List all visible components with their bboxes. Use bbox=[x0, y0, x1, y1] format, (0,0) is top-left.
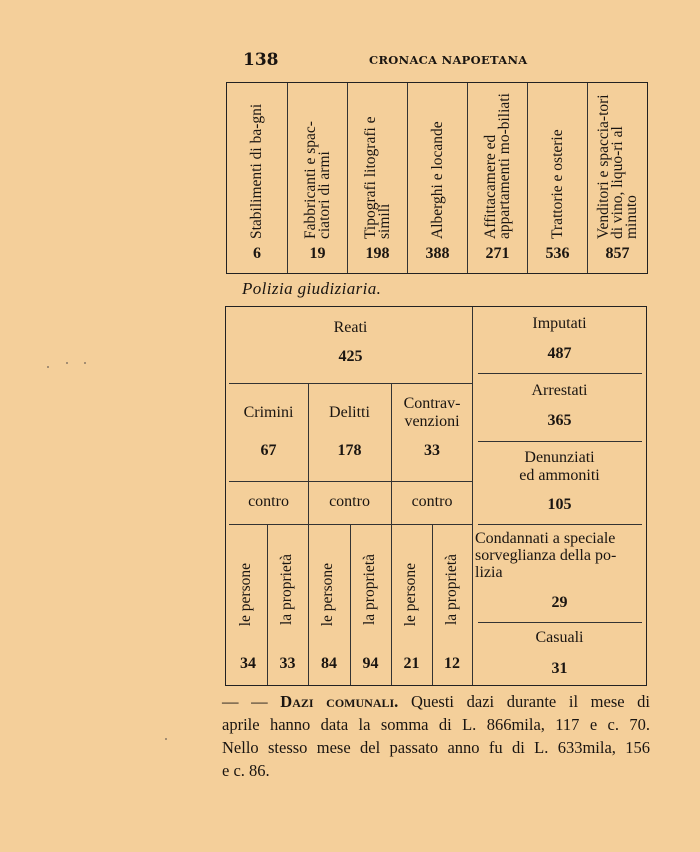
target-value: 21 bbox=[403, 655, 420, 672]
target-value: 84 bbox=[321, 655, 337, 672]
arrestati-label: Arrestati bbox=[531, 382, 588, 399]
table1-column bbox=[288, 83, 348, 273]
judicial-police-table bbox=[225, 306, 647, 686]
column-header: Tipografi litografi e simili bbox=[361, 116, 393, 239]
reati-value: 425 bbox=[338, 348, 363, 365]
dash: — — bbox=[222, 692, 268, 711]
target-label: la proprietà bbox=[443, 554, 460, 626]
target-value: 33 bbox=[279, 655, 296, 672]
divider bbox=[478, 373, 642, 374]
column-header: Trattorie e osterie bbox=[548, 129, 566, 239]
denunziati-label: Denunziati ed ammoniti bbox=[519, 449, 600, 484]
paragraph-text: aprile hanno data la somma di L. 866mila, 117 e c. 70. bbox=[222, 715, 650, 734]
page-number: 138 bbox=[243, 50, 279, 70]
divider bbox=[229, 481, 472, 482]
target-label: le persone bbox=[402, 563, 419, 627]
target-label: le persone bbox=[319, 563, 336, 627]
divider bbox=[478, 441, 642, 442]
divider bbox=[478, 524, 642, 525]
licenses-table bbox=[226, 82, 648, 274]
table1-column bbox=[408, 83, 468, 273]
section-title: Polizia giudiziaria. bbox=[242, 279, 382, 298]
contro-label: contro bbox=[411, 493, 453, 510]
paragraph-text: Nello stesso mese del passato anno fu di L. 633mila, 156 bbox=[222, 738, 650, 757]
column-value: 857 bbox=[605, 245, 630, 262]
target-value: 34 bbox=[240, 655, 256, 672]
condannati-label: Condannati a speciale sorveglianza della po- lizia bbox=[475, 530, 617, 581]
reati-label: Reati bbox=[333, 319, 368, 336]
column-value: 19 bbox=[309, 245, 326, 262]
arrestati-value: 365 bbox=[547, 412, 572, 429]
casuali-label: Casuali bbox=[535, 629, 584, 646]
contravvenzioni-value: 33 bbox=[424, 442, 440, 459]
column-header: Fabbricanti e spac-ciatori di armi bbox=[301, 121, 333, 239]
contravvenzioni-label: Contrav- venzioni bbox=[403, 395, 461, 430]
denunziati-value: 105 bbox=[547, 496, 572, 513]
column-header: Affittacamere ed appartamenti mo-biliati bbox=[481, 93, 513, 239]
target-label: la proprietà bbox=[278, 554, 295, 626]
running-title: CRONACA NAPOETANA bbox=[369, 53, 528, 67]
condannati-value: 29 bbox=[551, 594, 568, 611]
paragraph-heading: Dazi comunali. bbox=[280, 692, 399, 711]
table1-column bbox=[468, 83, 528, 273]
column-header: Venditori e spaccia-tori di vino, liquo-ri al minuto bbox=[594, 94, 640, 239]
target-value: 12 bbox=[444, 655, 460, 672]
speck bbox=[84, 362, 86, 364]
contro-label: contro bbox=[329, 493, 370, 510]
paragraph-text: e c. 86. bbox=[222, 761, 270, 780]
divider bbox=[229, 383, 472, 384]
imputati-value: 487 bbox=[547, 345, 572, 362]
target-label: le persone bbox=[237, 563, 254, 627]
table1-column bbox=[528, 83, 588, 273]
target-label: la proprietà bbox=[361, 554, 378, 626]
table1-column bbox=[348, 83, 408, 273]
contro-label: contro bbox=[248, 493, 289, 510]
column-value: 271 bbox=[485, 245, 510, 262]
column-header: Alberghi e locande bbox=[428, 121, 446, 239]
target-value: 94 bbox=[362, 655, 379, 672]
speck bbox=[165, 738, 167, 740]
dazi-paragraph bbox=[222, 690, 650, 782]
speck bbox=[47, 366, 49, 368]
crimini-label: Crimini bbox=[243, 404, 294, 421]
column-value: 6 bbox=[253, 245, 261, 262]
column-value: 198 bbox=[365, 245, 390, 262]
imputati-label: Imputati bbox=[532, 315, 587, 332]
table1-column bbox=[227, 83, 288, 273]
crimini-value: 67 bbox=[260, 442, 277, 459]
speck bbox=[66, 362, 68, 364]
column-value: 536 bbox=[545, 245, 570, 262]
table1-column bbox=[588, 83, 647, 273]
column-value: 388 bbox=[425, 245, 450, 262]
paragraph-text: Questi dazi durante il mese di bbox=[410, 692, 651, 711]
delitti-value: 178 bbox=[337, 442, 362, 459]
divider bbox=[478, 622, 642, 623]
divider bbox=[308, 383, 309, 481]
column-header: Stabilimenti di ba-gni bbox=[248, 103, 265, 239]
casuali-value: 31 bbox=[551, 660, 568, 677]
delitti-label: Delitti bbox=[329, 404, 370, 421]
